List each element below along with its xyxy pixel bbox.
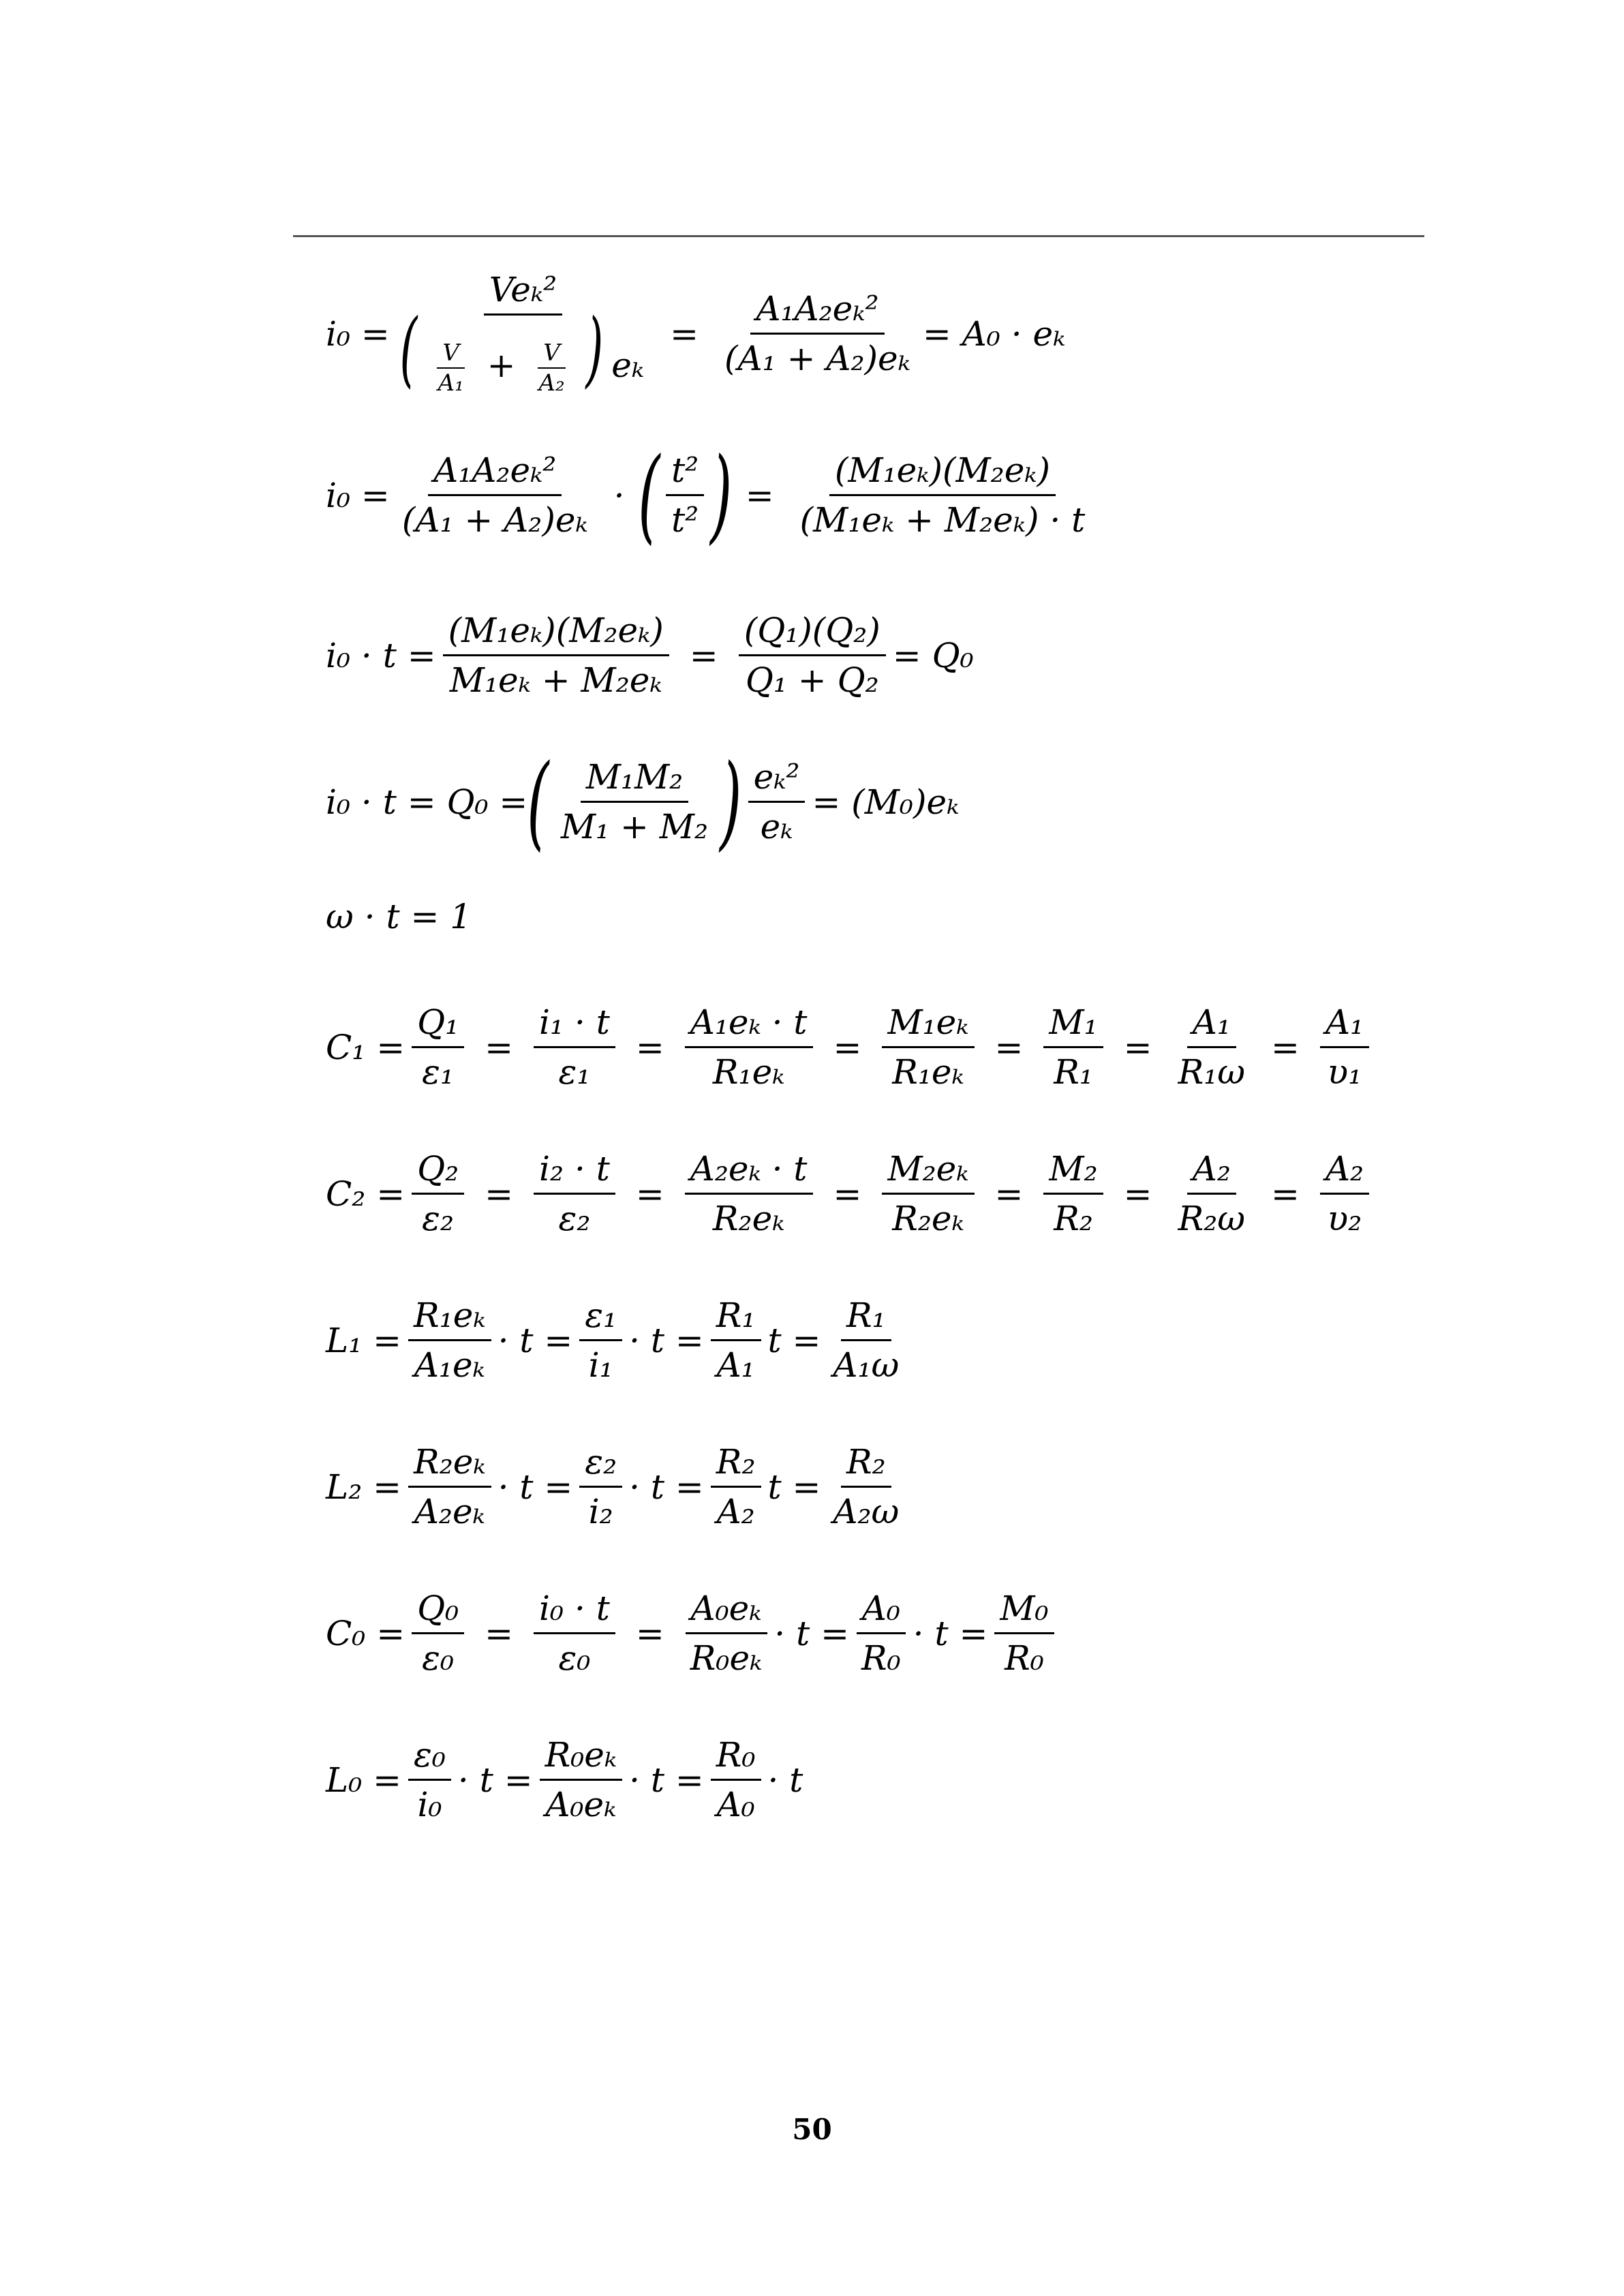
eq10-den-2: ε₀	[558, 1638, 591, 1678]
eq11-num-3: R₀	[711, 1738, 761, 1781]
eq10-den-5: R₀	[1005, 1638, 1044, 1678]
eq4-tail: = (M₀)eₖ	[812, 782, 960, 822]
eq2-frac-1	[397, 450, 594, 540]
eq11-mid-2: · t =	[629, 1760, 704, 1800]
eq6-eq-1: =	[485, 1027, 514, 1067]
eq6-lhs: C₁ =	[326, 1027, 405, 1067]
eq9-den-1: A₂eₖ	[414, 1492, 485, 1531]
eq3-den-1: M₁eₖ + M₂eₖ	[449, 660, 662, 700]
eq3-equals: =	[689, 635, 718, 675]
eq6-frac-5	[1043, 1002, 1103, 1092]
eq8-num-3: R₁	[711, 1298, 761, 1341]
page-number: 50	[792, 2113, 832, 2146]
eq4-frac-2	[748, 757, 806, 846]
eq7-frac-7	[1320, 1149, 1369, 1238]
equation-2	[326, 435, 1097, 555]
eq7-num-5: M₂	[1043, 1152, 1103, 1195]
eq1-den-2: (A₁ + A₂)eₖ	[724, 339, 910, 378]
equation-4	[326, 742, 960, 861]
eq10-num-2: i₀ · t	[534, 1591, 615, 1634]
eq10-num-1: Q₀	[412, 1591, 464, 1634]
eq6-eq-3: =	[833, 1027, 862, 1067]
eq3-frac-1	[443, 611, 669, 700]
eq11-frac-3	[711, 1735, 761, 1824]
eq10-frac-4	[856, 1589, 906, 1678]
eq8-frac-1	[408, 1296, 491, 1385]
eq2-paren-open: (	[637, 435, 660, 555]
eq8-num-4: R₁	[841, 1298, 891, 1341]
eq7-den-5: R₂	[1054, 1199, 1093, 1238]
eq1-paren-close: )	[585, 302, 603, 397]
eq2-num-3: (M₁eₖ)(M₂eₖ)	[829, 453, 1056, 496]
equation-8	[326, 1296, 911, 1385]
eq10-frac-3	[685, 1589, 768, 1678]
eq4-frac-1	[555, 757, 714, 846]
eq6-frac-1	[412, 1002, 464, 1092]
eq1-inner-frac-a	[433, 341, 470, 395]
eq10-den-4: R₀	[861, 1638, 901, 1678]
eq7-den-6: R₂ω	[1178, 1199, 1246, 1238]
header-rule	[293, 235, 1424, 237]
eq11-num-1: ε₀	[408, 1738, 451, 1781]
eq6-frac-2	[534, 1002, 615, 1092]
eq8-num-1: R₁eₖ	[408, 1298, 491, 1341]
eq10-mid-3: · t =	[774, 1613, 849, 1653]
eq10-num-4: A₀	[857, 1591, 906, 1634]
eq2-paren-close: )	[710, 435, 733, 555]
eq6-den-4: R₁eₖ	[892, 1052, 964, 1092]
eq6-den-2: ε₁	[558, 1052, 591, 1092]
eq10-frac-2	[534, 1589, 615, 1678]
eq10-mid-4: · t =	[913, 1613, 988, 1653]
eq7-lhs: C₂ =	[326, 1174, 405, 1214]
eq2-den-1: (A₁ + A₂)eₖ	[401, 500, 588, 540]
eq10-frac-1	[412, 1589, 464, 1678]
eq1-inner-num-a: V	[437, 341, 465, 369]
eq1-frac-1	[397, 270, 649, 397]
eq2-lhs: i₀ =	[326, 475, 390, 515]
eq2-frac-2	[666, 450, 704, 540]
eq2-equals: =	[745, 475, 774, 515]
eq1-equals: =	[670, 313, 699, 354]
eq6-num-7: A₁	[1320, 1005, 1369, 1048]
eq1-den-ek: eₖ	[611, 346, 645, 385]
equation-10	[326, 1589, 1061, 1678]
eq7-frac-1	[412, 1149, 464, 1238]
eq6-frac-7	[1320, 1002, 1369, 1092]
eq11-den-1: i₀	[417, 1785, 442, 1824]
eq7-num-4: M₂eₖ	[882, 1152, 974, 1195]
eq2-num-1: A₁A₂eₖ²	[428, 453, 562, 496]
eq10-lhs: C₀ =	[326, 1613, 405, 1653]
eq8-den-3: A₁	[716, 1345, 755, 1385]
eq10-num-3: A₀eₖ	[686, 1591, 767, 1634]
eq7-num-1: Q₂	[412, 1152, 464, 1195]
eq2-frac-3	[795, 450, 1091, 540]
eq8-num-2: ε₁	[579, 1298, 622, 1341]
eq7-den-3: R₂eₖ	[712, 1199, 785, 1238]
eq1-inner-plus: +	[487, 346, 516, 385]
eq10-mid-1: =	[485, 1613, 514, 1653]
eq11-frac-1	[408, 1735, 451, 1824]
eq2-dot: ·	[613, 475, 625, 515]
eq6-den-5: R₁	[1054, 1052, 1093, 1092]
eq11-lhs: L₀ =	[326, 1760, 402, 1800]
eq8-mid-1: · t =	[497, 1320, 573, 1360]
eq3-num-2: (Q₁)(Q₂)	[739, 613, 886, 656]
eq1-inner-num-b: V	[538, 341, 566, 369]
eq6-num-5: M₁	[1043, 1005, 1103, 1048]
eq11-den-2: A₀eₖ	[545, 1785, 617, 1824]
eq11-mid-1: · t =	[457, 1760, 533, 1800]
eq1-den-1	[397, 302, 649, 397]
eq6-frac-4	[882, 1002, 974, 1092]
eq7-eq-1: =	[485, 1174, 514, 1214]
eq9-frac-2	[579, 1442, 622, 1531]
eq6-den-7: υ₁	[1327, 1052, 1362, 1092]
eq7-frac-4	[882, 1149, 974, 1238]
eq6-den-6: R₁ω	[1178, 1052, 1246, 1092]
eq6-frac-3	[685, 1002, 813, 1092]
eq6-num-2: i₁ · t	[534, 1005, 615, 1048]
eq10-den-3: R₀eₖ	[690, 1638, 763, 1678]
eq9-mid-2: · t =	[629, 1467, 704, 1507]
eq2-den-2: t²	[671, 500, 699, 540]
equation-1	[326, 270, 1066, 397]
eq7-frac-5	[1043, 1149, 1103, 1238]
eq6-eq-4: =	[994, 1027, 1024, 1067]
eq10-num-5: M₀	[994, 1591, 1054, 1634]
eq11-tail: · t	[767, 1760, 803, 1800]
eq6-eq-2: =	[635, 1027, 664, 1067]
eq6-num-6: A₁	[1187, 1005, 1236, 1048]
eq1-tail: = A₀ · eₖ	[922, 313, 1066, 354]
eq8-frac-2	[579, 1296, 622, 1385]
eq6-den-3: R₁eₖ	[712, 1052, 785, 1092]
eq8-mid-2: · t =	[629, 1320, 704, 1360]
eq8-den-4: A₁ω	[833, 1345, 900, 1385]
eq1-paren-open: (	[399, 302, 418, 397]
eq9-num-3: R₂	[711, 1445, 761, 1488]
eq4-den-2: eₖ	[760, 807, 793, 846]
eq9-num-2: ε₂	[579, 1445, 622, 1488]
eq10-den-1: ε₀	[422, 1638, 455, 1678]
eq1-inner-frac-b	[533, 341, 570, 395]
eq8-lhs: L₁ =	[326, 1320, 402, 1360]
eq7-num-6: A₂	[1187, 1152, 1236, 1195]
eq7-frac-6	[1173, 1149, 1251, 1238]
eq8-den-1: A₁eₖ	[414, 1345, 485, 1385]
eq5-text: ω · t = 1	[326, 897, 472, 936]
eq9-num-1: R₂eₖ	[408, 1445, 491, 1488]
eq4-den-1: M₁ + M₂	[560, 807, 709, 846]
equation-7	[326, 1149, 1376, 1238]
eq6-eq-6: =	[1271, 1027, 1300, 1067]
eq7-eq-4: =	[994, 1174, 1024, 1214]
eq7-eq-3: =	[833, 1174, 862, 1214]
eq7-num-7: A₂	[1320, 1152, 1369, 1195]
eq3-den-2: Q₁ + Q₂	[745, 660, 879, 700]
eq9-mid-3: t =	[767, 1467, 821, 1507]
equation-3	[326, 611, 974, 700]
eq1-num-2: A₁A₂eₖ²	[750, 292, 884, 335]
eq7-num-2: i₂ · t	[534, 1152, 615, 1195]
eq4-num-1: M₁M₂	[581, 760, 688, 803]
eq9-frac-4	[827, 1442, 904, 1531]
equation-11	[326, 1735, 803, 1824]
eq4-paren-open: (	[527, 742, 549, 861]
eq7-den-7: υ₂	[1327, 1199, 1362, 1238]
eq7-eq-2: =	[635, 1174, 664, 1214]
eq9-frac-3	[711, 1442, 761, 1531]
eq10-frac-5	[994, 1589, 1054, 1678]
eq7-frac-3	[685, 1149, 813, 1238]
eq9-den-3: A₂	[716, 1492, 755, 1531]
eq6-num-4: M₁eₖ	[882, 1005, 974, 1048]
eq9-lhs: L₂ =	[326, 1467, 402, 1507]
eq4-num-2: eₖ²	[748, 760, 806, 803]
eq2-num-2: t²	[666, 453, 704, 496]
eq11-num-2: R₀eₖ	[540, 1738, 623, 1781]
eq7-num-3: A₂eₖ · t	[685, 1152, 813, 1195]
eq6-num-3: A₁eₖ · t	[685, 1005, 813, 1048]
eq11-frac-2	[540, 1735, 623, 1824]
eq8-mid-3: t =	[767, 1320, 821, 1360]
eq8-frac-3	[711, 1296, 761, 1385]
eq4-paren-close: )	[720, 742, 742, 861]
eq8-frac-4	[827, 1296, 904, 1385]
eq1-lhs: i₀ =	[326, 313, 390, 354]
eq3-num-1: (M₁eₖ)(M₂eₖ)	[443, 613, 669, 656]
eq1-num-1: Veₖ²	[484, 273, 562, 316]
eq3-lhs: i₀ · t =	[326, 635, 436, 675]
eq9-den-2: i₂	[588, 1492, 613, 1531]
eq7-eq-5: =	[1123, 1174, 1152, 1214]
eq11-den-3: A₀	[716, 1785, 755, 1824]
eq7-den-2: ε₂	[558, 1199, 591, 1238]
eq3-tail: = Q₀	[892, 635, 974, 675]
eq1-frac-2	[719, 289, 916, 378]
equation-6	[326, 1002, 1376, 1092]
eq10-mid-2: =	[635, 1613, 664, 1653]
eq7-den-4: R₂eₖ	[892, 1199, 964, 1238]
eq6-frac-6	[1173, 1002, 1251, 1092]
equation-5	[326, 897, 472, 936]
eq9-frac-1	[408, 1442, 491, 1531]
eq7-den-1: ε₂	[422, 1199, 455, 1238]
eq6-eq-5: =	[1123, 1027, 1152, 1067]
eq1-inner-den-a: A₁	[438, 369, 464, 397]
eq1-inner-den-b: A₂	[538, 369, 565, 397]
eq7-eq-6: =	[1271, 1174, 1300, 1214]
eq4-lhs: i₀ · t = Q₀ =	[326, 782, 528, 822]
eq6-den-1: ε₁	[422, 1052, 455, 1092]
equation-9	[326, 1442, 911, 1531]
eq2-den-3: (M₁eₖ + M₂eₖ) · t	[799, 500, 1086, 540]
eq7-frac-2	[534, 1149, 615, 1238]
eq8-den-2: i₁	[588, 1345, 613, 1385]
eq9-num-4: R₂	[841, 1445, 891, 1488]
eq9-mid-1: · t =	[497, 1467, 573, 1507]
eq3-frac-2	[739, 611, 886, 700]
eq9-den-4: A₂ω	[833, 1492, 900, 1531]
eq6-num-1: Q₁	[412, 1005, 464, 1048]
